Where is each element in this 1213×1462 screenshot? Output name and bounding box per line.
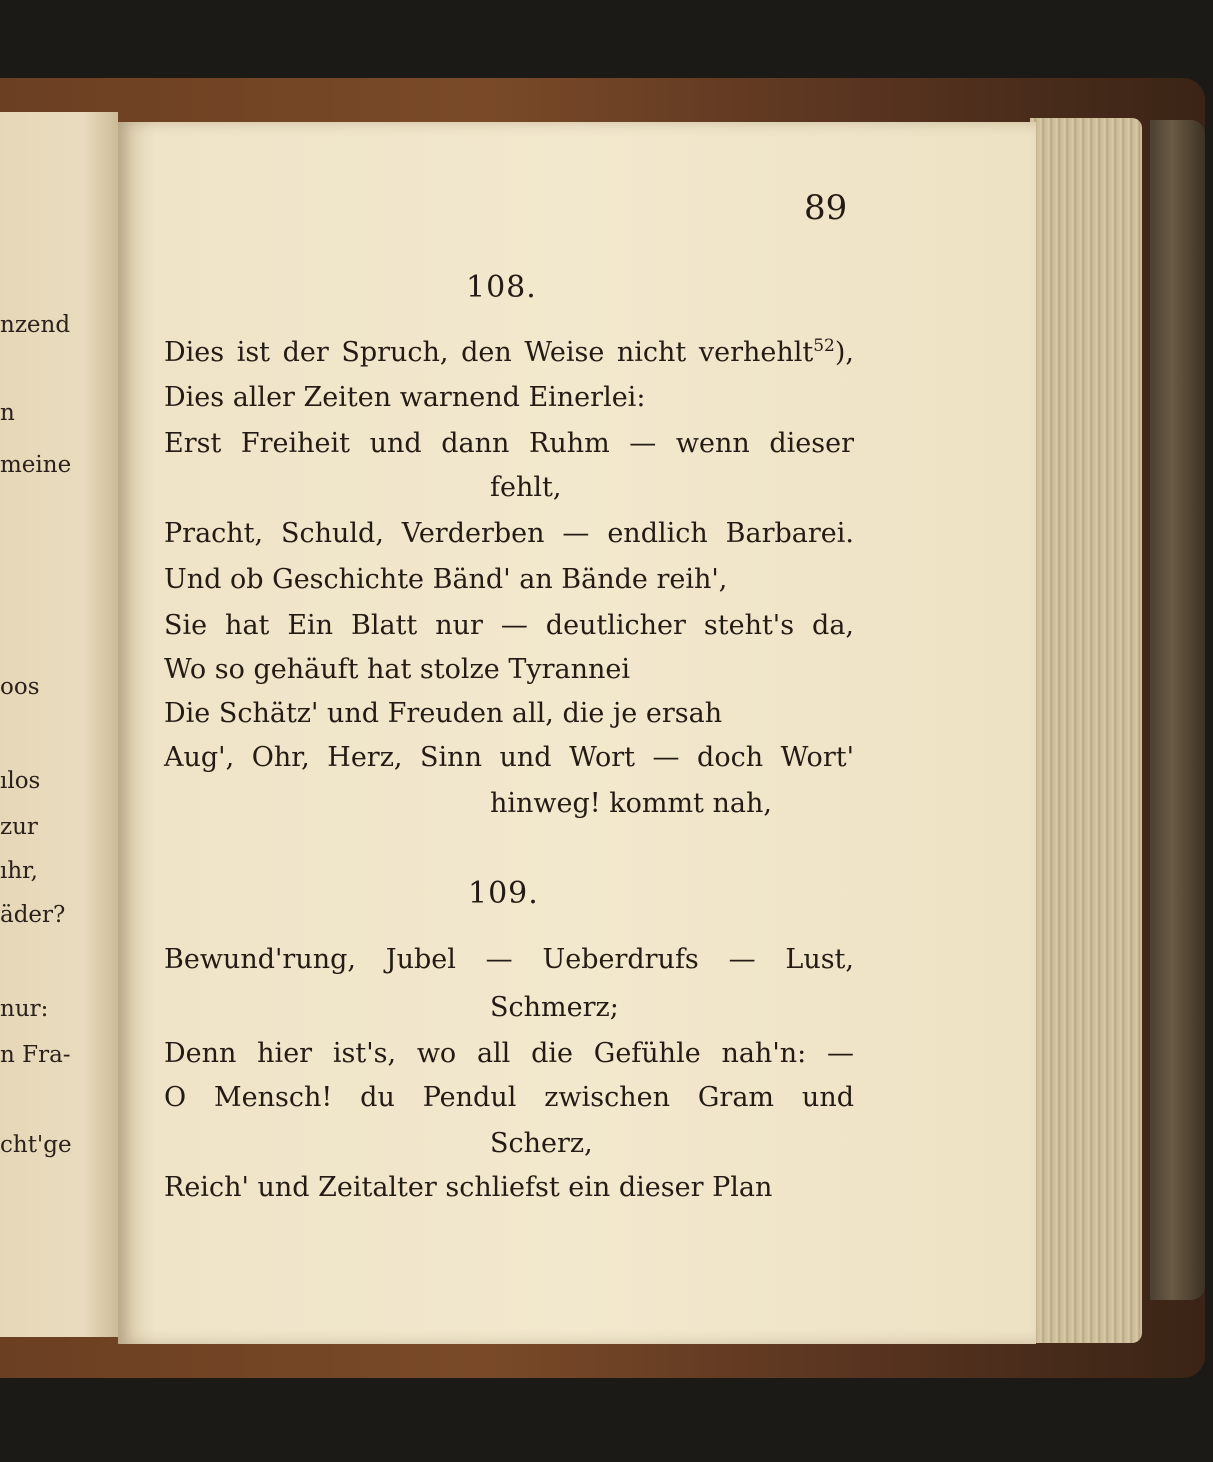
verse-line-continuation: Schmerz; <box>490 992 619 1023</box>
stanza-number: 109. <box>468 876 539 911</box>
verse-line-continuation: hinweg! kommt nah, <box>490 788 772 819</box>
verse-line: Reich' und Zeitalter schliefst ein dieser Plan <box>164 1172 773 1203</box>
page-number: 89 <box>804 188 848 228</box>
verse-line <box>164 336 854 368</box>
left-page-fragment: ılos <box>0 768 41 794</box>
left-page-fragment: n <box>0 400 15 426</box>
verse-line: Und ob Geschichte Bänd' an Bände reih', <box>164 564 728 595</box>
page-edges <box>1030 118 1142 1343</box>
verse-line: Bewund'rung, Jubel — Ueberdrufs — Lust, <box>164 944 854 975</box>
verse-line: Erst Freiheit und dann Ruhm — wenn dieser <box>164 428 854 459</box>
verse-line: Aug', Ohr, Herz, Sinn und Wort — doch Wort' <box>164 742 854 773</box>
verse-text: Dies ist der Spruch, den Weise nicht verhehlt <box>164 337 814 368</box>
verse-line: Sie hat Ein Blatt nur — deutlicher steht's da, <box>164 610 854 641</box>
left-page-fragment: oos <box>0 674 40 700</box>
left-page <box>0 112 118 1337</box>
verse-line: Die Schätz' und Freuden all, die je ersah <box>164 698 723 729</box>
footnote-tail: ), <box>834 337 854 368</box>
footnote-ref: 52 <box>813 336 835 356</box>
verse-line: Dies aller Zeiten warnend Einerlei: <box>164 382 646 413</box>
left-page-fragment: ıhr, <box>0 858 38 884</box>
left-page-fragment: zur <box>0 814 38 840</box>
left-page-fragment: nzend <box>0 312 71 338</box>
verse-line-continuation: Scherz, <box>490 1128 593 1159</box>
verse-line: Denn hier ist's, wo all die Gefühle nah'n: — <box>164 1038 854 1069</box>
left-page-fragment: äder? <box>0 902 66 928</box>
stanza-number: 108. <box>466 270 537 305</box>
book-cover-edge <box>1150 120 1205 1300</box>
left-page-fragment: meine <box>0 452 72 478</box>
right-page <box>118 122 1036 1344</box>
verse-line: Wo so gehäuft hat stolze Tyrannei <box>164 654 630 685</box>
verse-line: Pracht, Schuld, Verderben — endlich Barbarei. <box>164 518 854 549</box>
verse-line: O Mensch! du Pendul zwischen Gram und <box>164 1082 854 1113</box>
verse-line-continuation: fehlt, <box>490 472 562 503</box>
left-page-fragment: n Fra- <box>0 1042 71 1068</box>
left-page-fragment: nur: <box>0 996 49 1022</box>
left-page-fragment: cht'ge <box>0 1132 72 1158</box>
